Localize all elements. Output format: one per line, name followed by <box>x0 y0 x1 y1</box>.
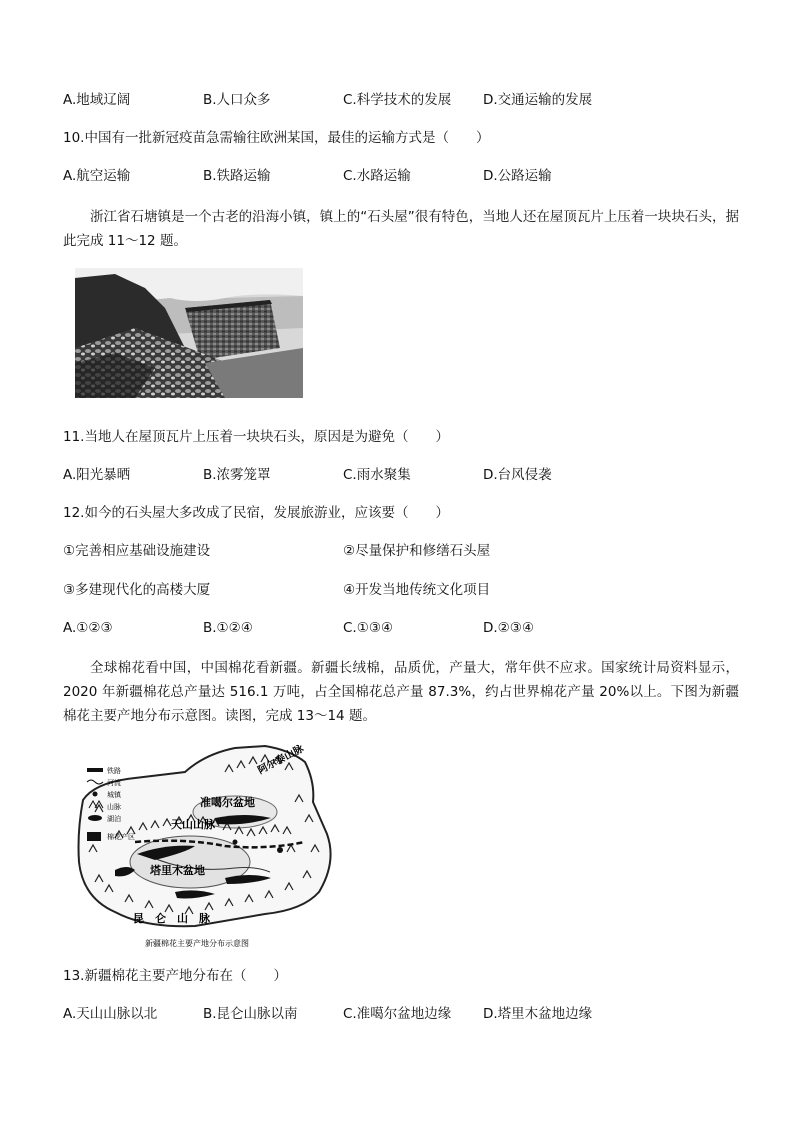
q11-option-b[interactable]: B.浓雾笼罩 <box>203 467 271 483</box>
q11-option-c[interactable]: C.雨水聚集 <box>343 467 411 483</box>
legend-river: 河流 <box>107 779 121 787</box>
q9-options <box>63 90 743 110</box>
q13-option-c[interactable]: C.准噶尔盆地边缘 <box>343 1006 452 1022</box>
stone-house-photo-image <box>75 268 303 398</box>
q10-options <box>63 166 743 186</box>
q10-option-a[interactable]: A.航空运输 <box>63 168 131 184</box>
legend-mountain: 山脉 <box>107 803 121 811</box>
legend-cotton: 棉花产区 <box>107 833 135 841</box>
q13-options <box>63 1004 743 1024</box>
legend-lake-symbol <box>88 815 102 821</box>
q9-option-d[interactable]: D.交通运输的发展 <box>483 92 593 108</box>
stone-house-photo <box>75 268 303 398</box>
label-altai: 阿尔泰山脉 <box>256 743 306 777</box>
passage-stone-houses: 浙江省石塘镇是一个古老的沿海小镇，镇上的“石头屋”很有特色，当地人还在屋顶瓦片上压着一块块石头，据此完成 11～12 题。 <box>63 209 739 249</box>
q12-stem: 12.如今的石头屋大多改成了民宿，发展旅游业，应该要（ ） <box>63 505 449 521</box>
q12-statement-1: ①完善相应基础设施建设 <box>63 543 211 559</box>
label-tarim: 塔里木盆地 <box>150 864 205 877</box>
q12-statement-2: ②尽量保护和修缮石头屋 <box>343 543 491 559</box>
legend-railway: 铁路 <box>107 767 121 775</box>
label-kunlun: 昆 仑 山 脉 <box>133 912 210 925</box>
q10-option-d[interactable]: D.公路运输 <box>483 168 552 184</box>
q9-option-a[interactable]: A.地域辽阔 <box>63 92 131 108</box>
legend-lake: 湖泊 <box>107 815 121 823</box>
q10-stem: 10.中国有一批新冠疫苗急需输往欧洲某国，最佳的运输方式是（ ） <box>63 130 490 146</box>
q13-option-a[interactable]: A.天山山脉以北 <box>63 1006 158 1022</box>
q12-option-d[interactable]: D.②③④ <box>483 620 534 636</box>
q10-option-c[interactable]: C.水路运输 <box>343 168 411 184</box>
q11-option-a[interactable]: A.阳光暴晒 <box>63 467 131 483</box>
q11-option-d[interactable]: D.台风侵袭 <box>483 467 552 483</box>
q13-stem: 13.新疆棉花主要产地分布在（ ） <box>63 968 287 984</box>
q12-statement-3: ③多建现代化的高楼大厦 <box>63 582 211 598</box>
q12-option-c[interactable]: C.①③④ <box>343 620 394 636</box>
q10-option-b[interactable]: B.铁路运输 <box>203 168 271 184</box>
q13-option-b[interactable]: B.昆仑山脉以南 <box>203 1006 298 1022</box>
xinjiang-map-svg <box>75 742 340 954</box>
legend-town-symbol <box>93 792 98 797</box>
q11-stem: 11.当地人在屋顶瓦片上压着一块块石头，原因是为避免（ ） <box>63 429 449 445</box>
q9-option-c[interactable]: C.科学技术的发展 <box>343 92 452 108</box>
q9-option-b[interactable]: B.人口众多 <box>203 92 271 108</box>
q12-option-a[interactable]: A.①②③ <box>63 620 113 636</box>
q12-option-b[interactable]: B.①②④ <box>203 620 253 636</box>
q13-option-d[interactable]: D.塔里木盆地边缘 <box>483 1006 593 1022</box>
label-junggar: 准噶尔盆地 <box>200 796 255 809</box>
q12-statement-4: ④开发当地传统文化项目 <box>343 582 491 598</box>
q11-options <box>63 465 743 485</box>
legend-river-symbol <box>87 780 103 784</box>
map-caption: 新疆棉花主要产地分布示意图 <box>145 939 249 948</box>
label-tianshan: 天山山脉 <box>171 818 215 831</box>
q12-options <box>63 618 743 638</box>
legend-cotton-symbol <box>87 832 101 841</box>
legend-railway-symbol <box>87 768 103 772</box>
xinjiang-cotton-map <box>75 742 340 954</box>
legend-town: 城镇 <box>107 791 121 799</box>
passage-xinjiang-cotton: 全球棉花看中国，中国棉花看新疆。新疆长绒棉，品质优，产量大，常年供不应求。国家统计局资料显示，2020 年新疆棉花总产量达 516.1 万吨，占全国棉花总产量 87.3%，约占世界棉花产量 20%以上。下图为新疆棉花主要产地分布示意图。读图，完成 13～14 题。 <box>63 660 739 724</box>
